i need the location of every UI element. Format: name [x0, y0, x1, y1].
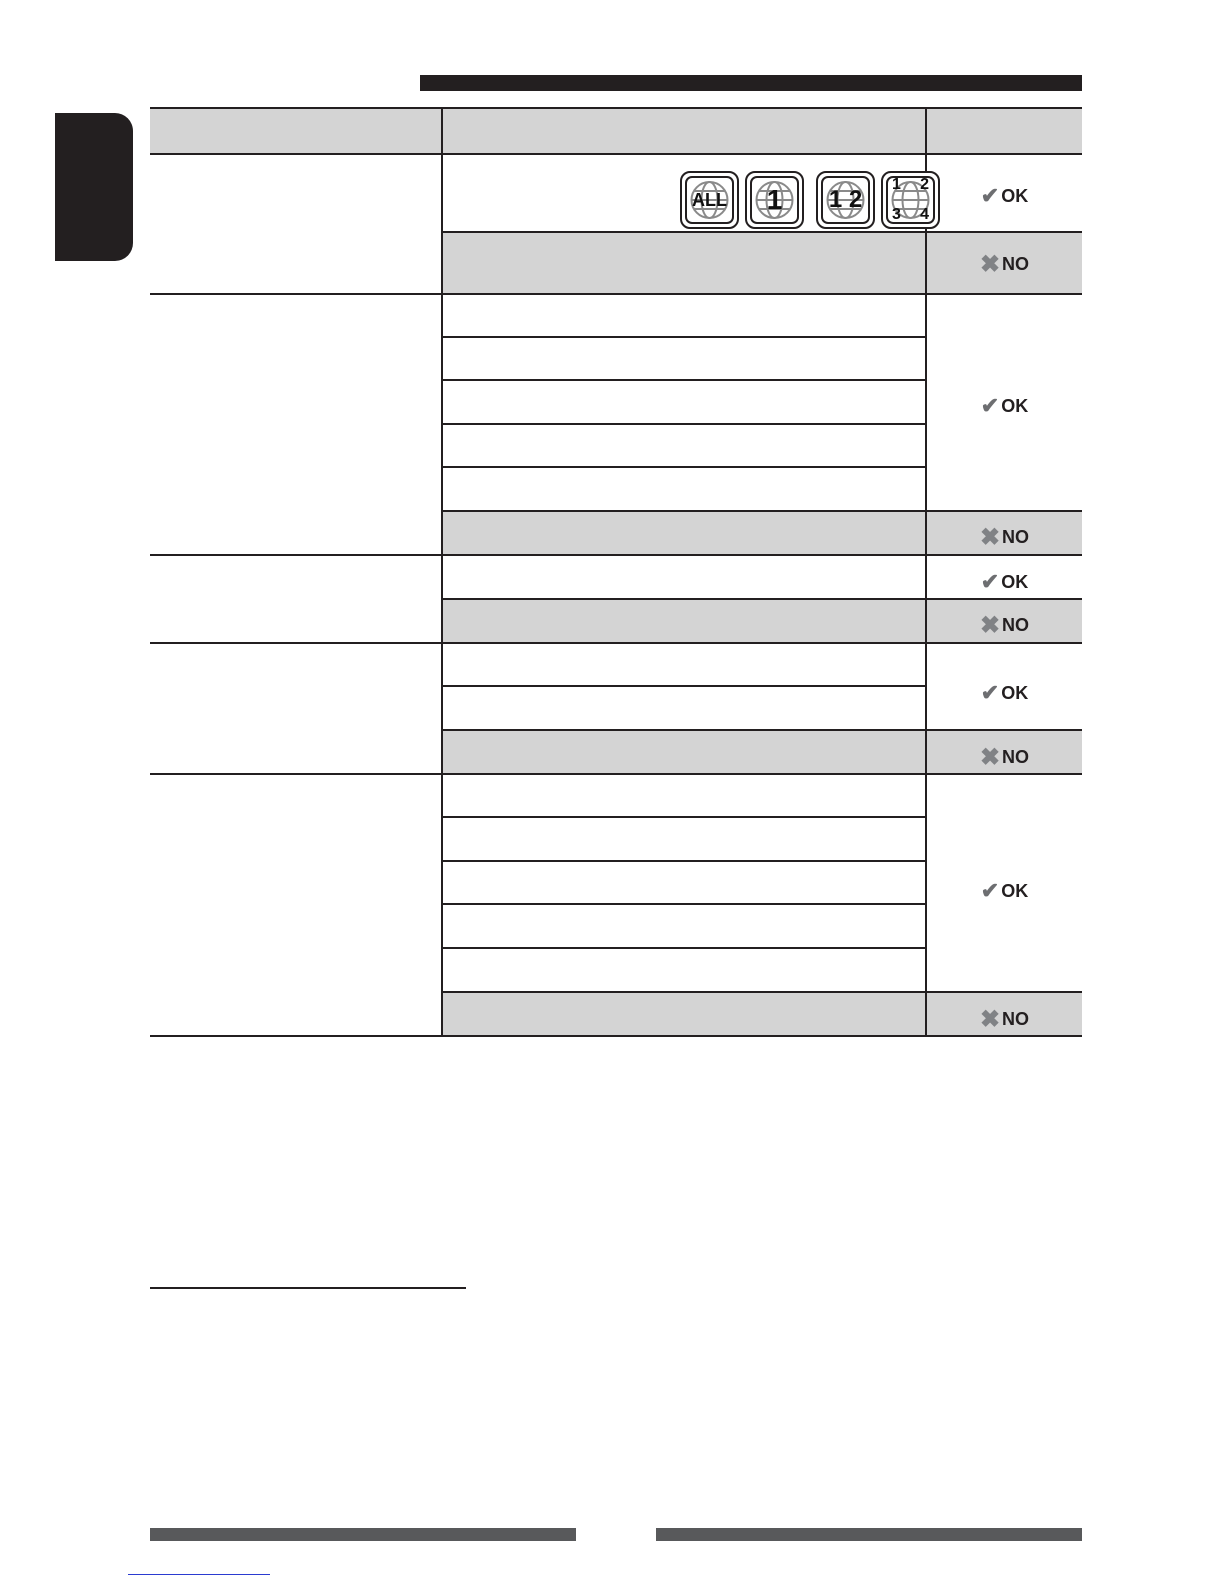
- table-rule: [442, 816, 926, 818]
- region-code-icons: [680, 171, 940, 227]
- table-rule: [442, 231, 1082, 233]
- check-icon: ✔: [980, 393, 1000, 418]
- region-quad-label: 2: [920, 176, 929, 193]
- ok-label: OK: [1001, 185, 1029, 206]
- check-icon: ✔: [980, 569, 1000, 594]
- no-badge: [927, 524, 1082, 550]
- ok-label: OK: [1001, 682, 1029, 703]
- table-rule: [442, 947, 926, 949]
- cross-icon: ✖: [979, 743, 1001, 771]
- no-badge: [927, 744, 1082, 770]
- ok-badge: [927, 680, 1082, 706]
- region-1-2-label: 1 2: [828, 186, 863, 213]
- footnote-rule: [150, 1287, 466, 1289]
- no-label: NO: [1002, 253, 1030, 274]
- table-header: [150, 107, 1082, 154]
- ok-label: OK: [1001, 395, 1029, 416]
- cross-icon: ✖: [979, 611, 1001, 639]
- no-label: NO: [1002, 746, 1030, 767]
- no-label: NO: [1002, 526, 1030, 547]
- table-rule: [150, 773, 1082, 775]
- ok-badge: [927, 393, 1082, 419]
- table-rule: [442, 336, 926, 338]
- table-rule: [442, 423, 926, 425]
- region-quad-label: 3: [892, 206, 901, 223]
- table-rule: [150, 642, 1082, 644]
- footer-bar-right: [656, 1528, 1082, 1541]
- no-label: NO: [1002, 1008, 1030, 1029]
- table-rule: [442, 991, 1082, 993]
- check-icon: ✔: [980, 183, 1000, 208]
- ok-badge: [927, 569, 1082, 595]
- region-all-icon: [680, 171, 739, 229]
- region-quad-label: 1: [892, 176, 901, 193]
- no-badge: [927, 251, 1082, 277]
- table-rule: [442, 685, 926, 687]
- cross-icon: ✖: [979, 250, 1001, 278]
- link-underline: [128, 1574, 270, 1575]
- ok-badge: [927, 878, 1082, 904]
- table-rule: [442, 510, 1082, 512]
- table-rule: [442, 729, 1082, 731]
- ok-badge: [927, 183, 1082, 209]
- table-rule: [442, 598, 1082, 600]
- cross-icon: ✖: [979, 1005, 1001, 1033]
- region-1-2-icon: [816, 171, 875, 229]
- section-header-bar: [420, 75, 1082, 91]
- no-label: NO: [1002, 614, 1030, 635]
- table-rule: [442, 860, 926, 862]
- ok-label: OK: [1001, 880, 1029, 901]
- check-icon: ✔: [980, 680, 1000, 705]
- region-1-icon: [745, 171, 804, 229]
- region-quad-label: 4: [920, 206, 929, 223]
- region-1-label: 1: [766, 184, 783, 215]
- table-rule: [441, 107, 443, 1036]
- no-badge: [927, 612, 1082, 638]
- table-rule: [150, 153, 1082, 155]
- table-rule: [442, 466, 926, 468]
- table-rule: [150, 293, 1082, 295]
- footer-bar-left: [150, 1528, 576, 1541]
- ok-label: OK: [1001, 571, 1029, 592]
- table-rule: [442, 903, 926, 905]
- table-rule: [150, 107, 1082, 109]
- table-rule: [150, 1035, 1082, 1037]
- table-rule: [150, 554, 1082, 556]
- table-rule: [442, 379, 926, 381]
- no-badge: [927, 1006, 1082, 1032]
- check-icon: ✔: [980, 878, 1000, 903]
- language-side-tab: [55, 113, 133, 261]
- region-all-label: ALL: [692, 189, 727, 210]
- cross-icon: ✖: [979, 523, 1001, 551]
